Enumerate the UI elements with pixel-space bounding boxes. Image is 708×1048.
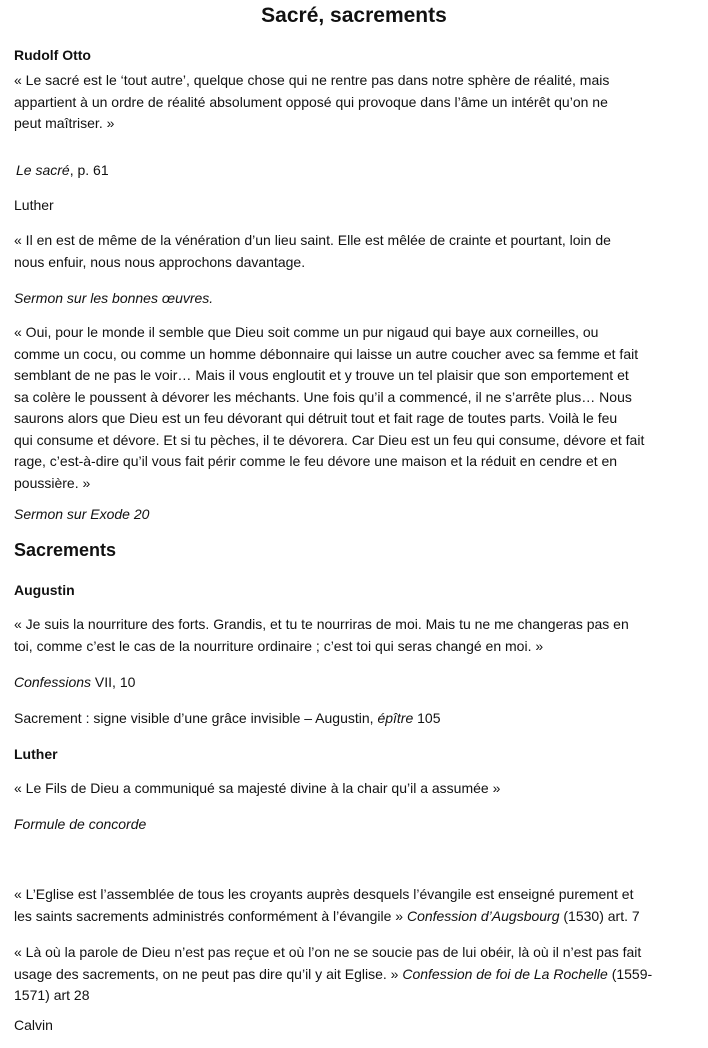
quote-augsbourg-line-1: « L’Eglise est l’assemblée de tous les croyants auprès desquels l’évangile est enseigné purement et (14, 886, 634, 902)
author-luther-1: Luther (14, 197, 54, 213)
page-title: Sacré, sacrements (261, 4, 447, 27)
quote-luther-2-line-8: poussière. » (14, 474, 91, 491)
quote-luther-2-line-5: saurons alors que Dieu est un feu dévorant qui détruit tout et fait rage de toutes parts. Voilà le feu (14, 410, 618, 426)
quote-luther-3: « Le Fils de Dieu a communiqué sa majesté divine à la chair qu’il a assumée » (14, 780, 501, 796)
quote-luther-2 (14, 322, 698, 494)
author-augustin: Augustin (14, 582, 75, 598)
quote-luther-2-line-7: rage, c’est-à-dire qu’il vous fait périr comme le feu dévore une maison et la réduit en cendre et en (14, 453, 618, 469)
ref-rochelle-date: (1559- (607, 965, 653, 982)
author-calvin: Calvin (14, 1017, 53, 1033)
ref-augsbourg-date: (1530) art. 7 (559, 907, 640, 924)
quote-luther-2-line-3: semblant de ne pas le voir… Mais il vous engloutit et y trouve un tel plaisir que son emportement et (14, 367, 629, 383)
quote-rochelle-line-3: 1571) art 28 (14, 987, 90, 1003)
section-heading-sacrements: Sacrements (14, 540, 117, 560)
quote-rochelle (14, 942, 698, 1007)
ref-luther-bonnes-oeuvres: Sermon sur les bonnes œuvres. (14, 290, 214, 306)
definition-text: Sacrement : signe visible d’une grâce invisible – Augustin, (14, 710, 378, 726)
quote-otto-line-3: peut maîtriser. » (14, 115, 115, 131)
ref-formule-concorde: Formule de concorde (14, 816, 147, 832)
quote-luther-2-line-6: qui consume et dévore. Et si tu pèches, il te dévorera. Car Dieu est un feu qui consume, dévore et fait (14, 431, 645, 448)
quote-augsbourg-line-2-text: les saints sacrements administrés conformément à l’évangile » (14, 907, 407, 924)
definition-number: 105 (413, 710, 441, 726)
quote-rochelle-line-2 (14, 964, 698, 986)
quote-augustin (14, 614, 698, 657)
quote-luther-1 (14, 230, 698, 273)
quote-luther-2-line-1: « Oui, pour le monde il semble que Dieu soit comme un pur nigaud qui baye aux corneilles, ou (14, 324, 599, 340)
ref-confession-rochelle: Confession de foi de La Rochelle (402, 965, 608, 982)
quote-luther-2-line-2: comme un cocu, ou comme un homme débonnaire qui laisse un autre coucher avec sa femme et fait (14, 345, 639, 362)
author-luther-2: Luther (14, 746, 58, 762)
definition-sacrement (14, 710, 441, 726)
quote-luther-1-line-1: « Il en est de même de la vénération d’un lieu saint. Elle est mêlée de crainte et pourtant, loin de (14, 232, 611, 248)
ref-confessions-location: VII, 10 (91, 674, 136, 690)
ref-luther-exode: Sermon sur Exode 20 (14, 506, 150, 522)
ref-otto (16, 162, 109, 178)
definition-epitre: épître (377, 710, 414, 726)
author-otto: Rudolf Otto (14, 47, 91, 63)
quote-augsbourg (14, 884, 698, 927)
ref-otto-title: Le sacré (16, 162, 70, 178)
quote-augsbourg-line-2 (14, 906, 698, 928)
ref-confession-augsbourg: Confession d’Augsbourg (406, 907, 560, 924)
quote-augustin-line-2: toi, comme c’est le cas de la nourriture ordinaire ; c’est toi qui seras changé en moi. » (14, 637, 544, 654)
quote-rochelle-line-1: « Là où la parole de Dieu n’est pas reçue et où l’on ne se soucie pas de lui obéir, là où il n’est pas fait (14, 944, 642, 960)
quote-otto-line-1: « Le sacré est le ‘tout autre’, quelque chose qui ne rentre pas dans notre sphère de réalité, mais (14, 72, 610, 88)
ref-otto-page: , p. 61 (69, 162, 109, 178)
quote-augustin-line-1: « Je suis la nourriture des forts. Grandis, et tu te nourriras de moi. Mais tu ne me changeras pas en (14, 616, 629, 632)
quote-otto-line-2: appartient à un ordre de réalité absolument opposé qui provoque dans l’âme un intérêt qu’on ne (14, 93, 608, 110)
ref-confessions-title: Confessions (14, 674, 92, 690)
quote-luther-2-line-4: sa colère le poussent à dévorer les méchants. Une fois qu’il a commencé, il ne s’arrête plus… Nous (14, 388, 632, 405)
quote-luther-1-line-2: nous enfuir, nous nous approchons davantage. (14, 253, 306, 270)
quote-rochelle-line-2-text: usage des sacrements, on ne peut pas dire qu’il y ait Eglise. » (14, 965, 403, 982)
ref-augustin-confessions (14, 674, 135, 690)
quote-otto (14, 70, 698, 135)
